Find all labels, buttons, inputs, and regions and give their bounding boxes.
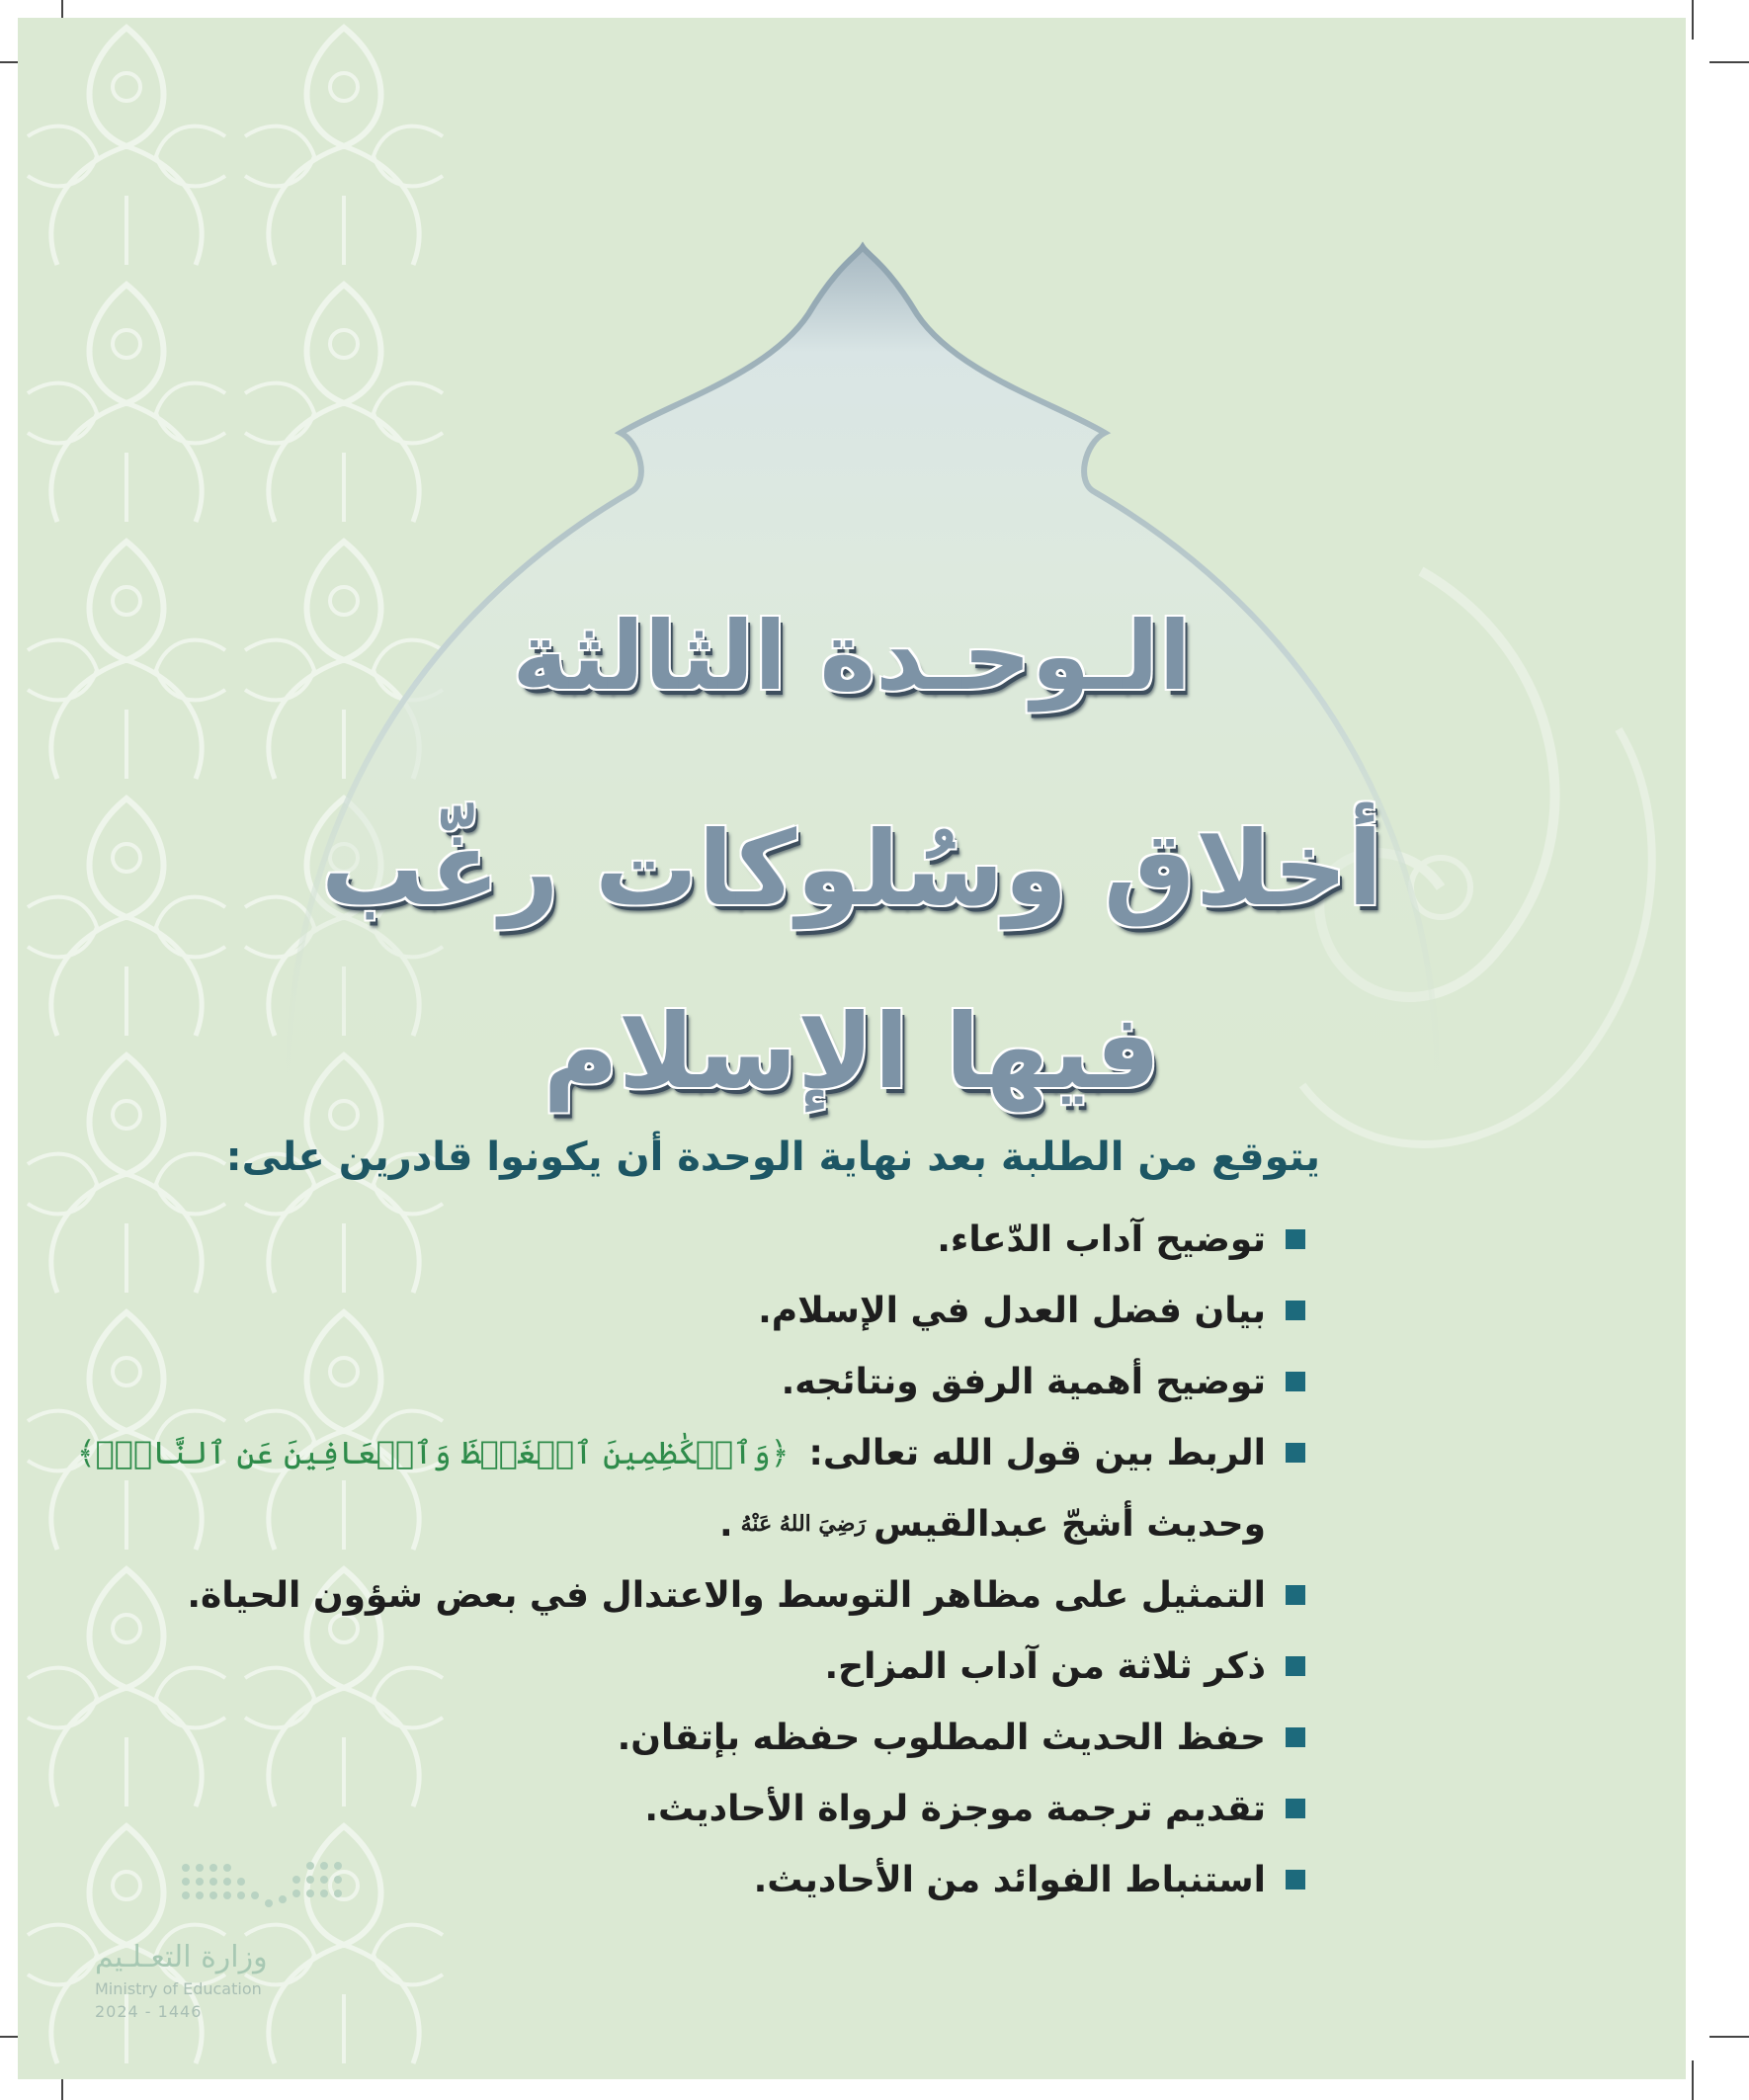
unit-title-line-1: أخلاق وسُلوكات رغّب — [320, 808, 1383, 929]
square-bullet-icon — [1286, 1799, 1305, 1818]
crop-mark — [1709, 61, 1749, 63]
objective-item — [187, 1559, 1305, 1631]
honorific-ligature: رَضِيَ اللهُ عَنْهُ — [740, 1511, 867, 1537]
ministry-name-ar: وزارة التعـلـيم — [95, 1940, 268, 1974]
unit-number: الـوحـدة الثالثة — [512, 601, 1192, 712]
square-bullet-icon — [1286, 1301, 1305, 1320]
unit-title-line-2: فيها الإسلام — [542, 991, 1161, 1112]
square-bullet-icon — [1286, 1656, 1305, 1676]
objective-item — [76, 1417, 1305, 1488]
quran-verse: ﴿وَٱلۡكَٰظِمِينَ ٱلۡغَيۡظَ وَٱلۡعَافِينَ عَنِ ٱلنَّاسِۗ﴾ — [76, 1434, 790, 1471]
crop-mark — [1709, 2036, 1749, 2038]
objective-text: وحديث أشجّ عبدالقيس — [874, 1503, 1266, 1545]
square-bullet-icon — [1286, 1229, 1305, 1249]
square-bullet-icon — [1286, 1870, 1305, 1890]
square-bullet-icon — [1286, 1372, 1305, 1391]
objective-item — [218, 1204, 1305, 1275]
objective-item — [218, 1702, 1305, 1773]
objective-text: توضيح آداب الدّعاء. — [937, 1218, 1266, 1260]
ministry-name-en: Ministry of Education — [95, 1979, 262, 1998]
objective-text: ذكر ثلاثة من آداب المزاح. — [824, 1645, 1266, 1687]
crop-mark — [1692, 2060, 1694, 2100]
objective-text-end: . — [718, 1503, 733, 1545]
objective-item-continuation — [218, 1488, 1305, 1559]
ministry-logo-icon — [176, 1856, 354, 1925]
objective-item — [218, 1773, 1305, 1844]
unit-cover-page — [18, 18, 1686, 2079]
objective-text: بيان فضل العدل في الإسلام. — [758, 1290, 1266, 1331]
crop-mark — [1692, 0, 1694, 40]
ministry-year: 2024 - 1446 — [95, 2002, 203, 2021]
objective-text: توضيح أهمية الرفق ونتائجه. — [781, 1361, 1266, 1402]
objective-item — [218, 1844, 1305, 1915]
objective-item — [218, 1275, 1305, 1346]
objective-item — [218, 1346, 1305, 1417]
objective-item — [218, 1631, 1305, 1702]
objective-text: التمثيل على مظاهر التوسط والاعتدال في بعض شؤون الحياة. — [187, 1574, 1266, 1616]
square-bullet-icon — [1286, 1443, 1305, 1463]
objective-text: تقديم ترجمة موجزة لرواة الأحاديث. — [644, 1788, 1266, 1829]
objective-text: حفظ الحديث المطلوب حفظه بإتقان. — [617, 1717, 1266, 1758]
square-bullet-icon — [1286, 1585, 1305, 1605]
objective-text: الربط بين قول الله تعالى: — [808, 1432, 1266, 1473]
objectives-intro: يتوقع من الطلبة بعد نهاية الوحدة أن يكونوا قادرين على: — [225, 1134, 1320, 1180]
square-bullet-icon — [1286, 1727, 1305, 1747]
objectives-list — [76, 1204, 1305, 1915]
objective-text: استنباط الفوائد من الأحاديث. — [753, 1859, 1266, 1900]
